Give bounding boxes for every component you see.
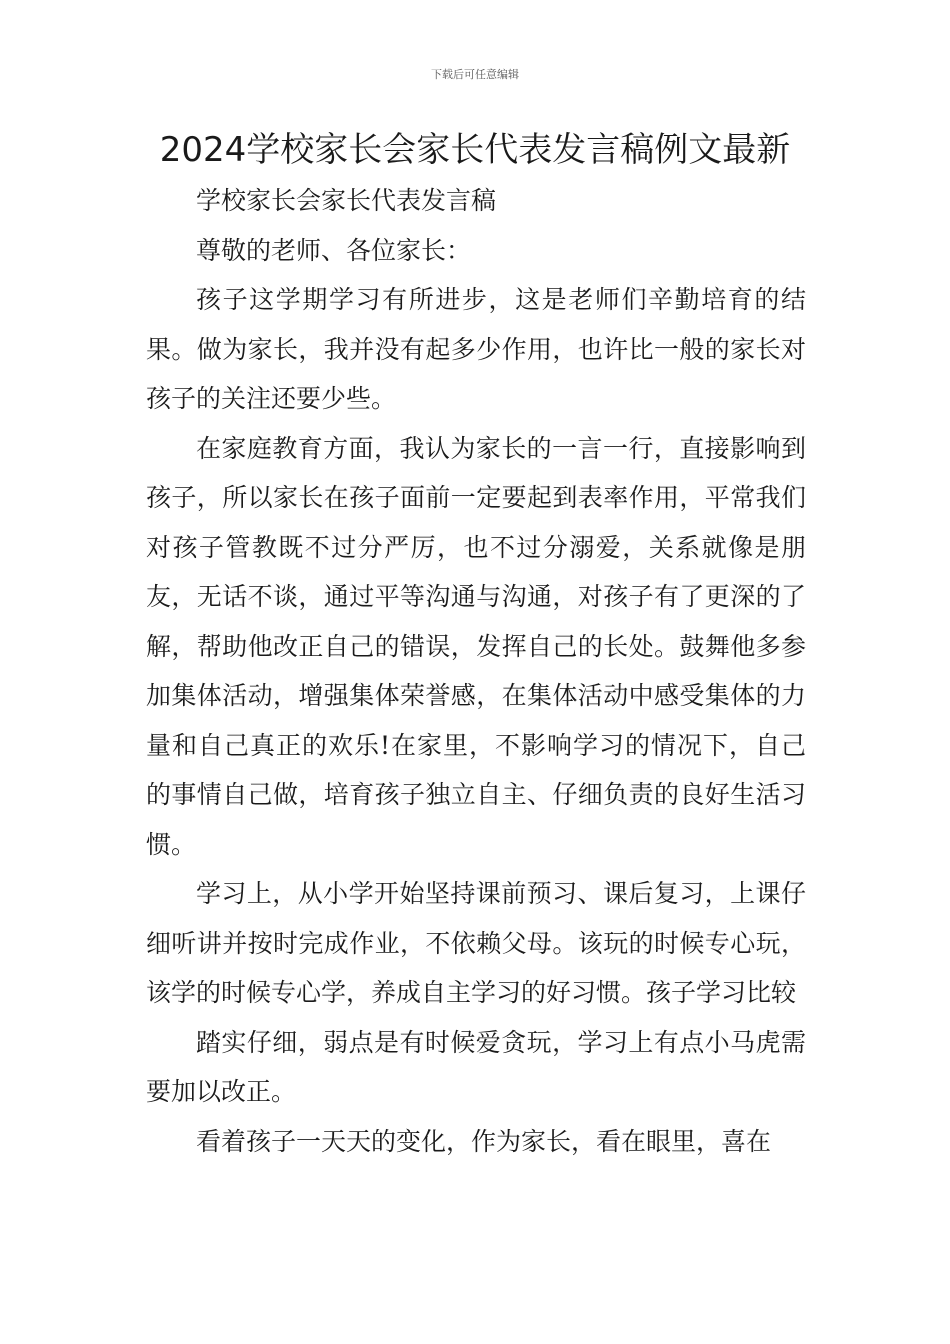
paragraph-salutation: 尊敬的老师、各位家长：: [196, 235, 472, 265]
paragraph: 踏实仔细，弱点是有时候爱贪玩，学习上有点小马虎需要加以改正。: [146, 1027, 806, 1106]
paragraph: 在家庭教育方面，我认为家长的一言一行，直接影响到孩子，所以家长在孩子面前一定要起到表率作用，平常我们对孩子管教既不过分严厉，也不过分溺爱，关系就像是朋友，无话不谈，通过平等沟通与沟通，对孩子有了更深的了解，帮助他改正自己的错误，发挥自己的长处。鼓舞他多参加集体活动，增强集体荣誉感，在集体活动中感受集体的力量和自己真正的欢乐!在家里，不影响学习的情况下，自己的事情自己做，培育孩子独立自主、仔细负责的良好生活习惯。: [146, 433, 806, 859]
paragraph: 看着孩子一天天的变化，作为家长，看在眼里，喜在: [196, 1126, 772, 1156]
document-body: [146, 176, 806, 1166]
paragraph-subtitle: 学校家长会家长代表发言稿: [196, 186, 497, 215]
paragraph: 学习上，从小学开始坚持课前预习、课后复习，上课仔细听讲并按时完成作业，不依赖父母。该玩的时候专心玩，该学的时候专心学，养成自主学习的好习惯。孩子学习比较: [146, 879, 806, 1007]
header-note: 下载后可任意编辑: [431, 68, 519, 81]
paragraph: 孩子这学期学习有所进步，这是老师们辛勤培育的结果。做为家长，我并没有起多少作用，也许比一般的家长对孩子的关注还要少些。: [146, 285, 806, 413]
document-title: 2024学校家长会家长代表发言稿例文最新: [159, 130, 791, 170]
